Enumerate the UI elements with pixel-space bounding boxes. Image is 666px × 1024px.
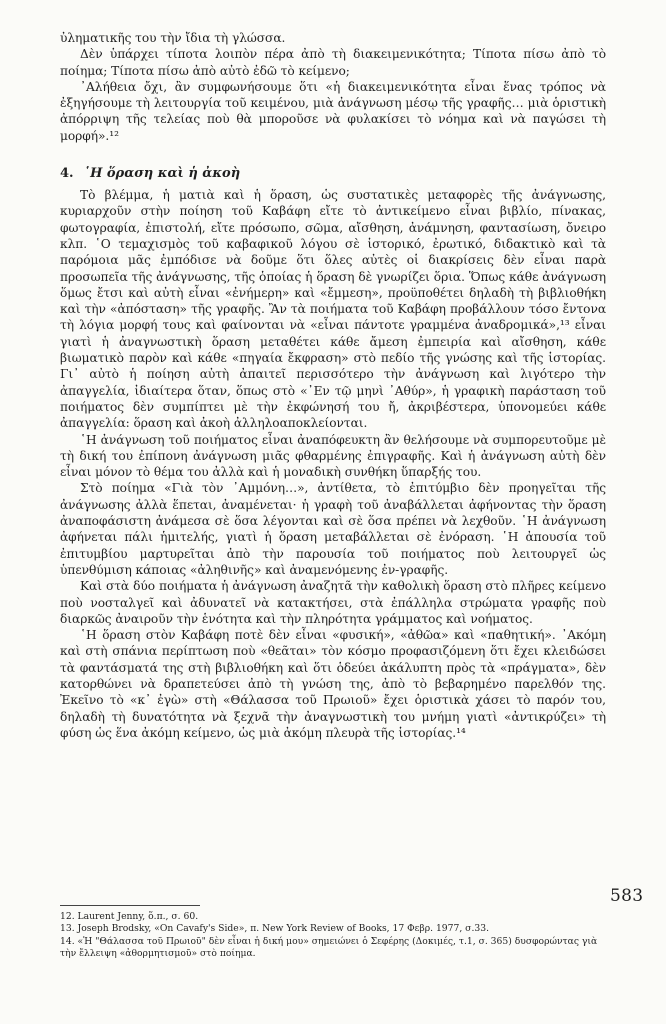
section-heading xyxy=(60,166,606,181)
paragraph: Τὸ βλέμμα, ἡ ματιὰ καὶ ἡ ὅραση, ὡς συστατικὲς μεταφορὲς τῆς ἀνάγνωσης, κυριαρχοῦν στὴν ποίηση τοῦ Καβάφη εἴτε τὸ ἀντικείμενο εἶναι βιβλίο, πίνακας, φωτογραφία, ἐπιστολή, εἴτε πρόσωπο, σῶμα, αἴσθηση, ἀνάμνηση, φαντασίωση, ὄνειρο κλπ. ῾Ο τεμαχισμὸς τοῦ καβαφικοῦ λόγου σὲ ἱστορικό, ἐρωτικό, διδακτικὸ καὶ τὰ παρόμοια μᾶς ἐμπόδισε νὰ δοῦμε ὅτι ὅλες αὐτὲς οἱ διακρίσεις δὲν εἶναι παρὰ προσωπεῖα τῆς ἀνάγνωσης, τῆς ὁποίας ἡ ὅραση δὲ γνωρίζει ὅρια. Ὅπως κάθε ἀνάγνωση ὅμως ἔτσι καὶ αὐτὴ εἶναι «ἐνήμερη» καὶ «ἔμμεση», προϋποθέτει δηλαδὴ τὴ βιβλιοθήκη καὶ τὴν «ἀπόσταση» τῆς γραφῆς. Ἂν τὰ ποιήματα τοῦ Καβάφη προβάλλουν τόσο ἔντονα τὴ λόγια μορφή τους καὶ φαίνονται νὰ «εἶναι πάντοτε γραμμένα ἀναδρομικά»,¹³ εἶναι γιατὶ ἡ ἀναγνωστικὴ ὅραση μεταθέτει κάθε ἄμεση ἐμπειρία καὶ αἴσθηση, κάθε βιωματικὸ παρὸν καὶ κάθε «πηγαία ἔκφραση» στὸ πεδίο τῆς γνώσης καὶ τῆς ἱστορίας. Γι᾽ αὐτὸ ἡ ποίηση αὐτὴ ἀπαιτεῖ περισσότερο τὴν ἀνάγνωση καὶ λιγότερο τὴν ἀπαγγελία, ἰδιαίτερα ὅταν, ὅπως στὸ «᾽Εν τῷ μηνὶ ᾽Αθύρ», ἡ γραφικὴ παράσταση τοῦ ποιήματος δὲν συμπίπτει μὲ τὴν ἐκφώνησή του ἤ, ἀκριβέστερα, ὑπονομεύει κάθε ἀπαγγελία: ὅραση καὶ ἀκοὴ ἀλληλοαποκλείονται. xyxy=(60,188,606,431)
page-body xyxy=(60,30,606,741)
footnote-14: 14. «Ἡ "Θάλασσα τοῦ Πρωιοῦ" δὲν εἶναι ἡ δική μου» σημειώνει ὁ Σεφέρης (Δοκιμές, τ.1, σ. 365) δυσφορώντας γιὰ τὴν ἔλλειψη «ἀθορμητισμοῦ» στὸ ποίημα. xyxy=(60,935,598,960)
section-number: 4. xyxy=(60,166,74,182)
paragraph: Στὸ ποίημα «Γιὰ τὸν ᾽Αμμόνη…», ἀντίθετα, τὸ ἐπιτύμβιο δὲν προηγεῖται τῆς ἀνάγνωσης ἀλλὰ ἕπεται, ἀναμένεται· ἡ γραφὴ τοῦ ἀναβάλλεται ἀφήνοντας τὴν ὅραση ἀναποφάσιστη ἀνάμεσα σὲ ὅσα λέγονται καὶ σὲ ὅσα πρέπει νὰ λεχθοῦν. ῾Η ἀνάγνωση ἀφήνεται πάλι ἡμιτελής, γιατὶ ἡ ὅραση μεταβάλλεται σὲ ἐνόραση. ῾Η ἀπουσία τοῦ ἐπιτυμβίου μαρτυρεῖται ἀπὸ τὴν παρουσία τοῦ ποιήματος ποὺ λειτουργεῖ ὡς ὑπενθύμιση κάποιας «ἀληθινῆς» καὶ ἀναμενόμενης ἐν-γραφῆς. xyxy=(60,481,606,577)
footnote-divider xyxy=(60,905,200,906)
footnote-12: 12. Laurent Jenny, ὅ.π., σ. 60. xyxy=(60,911,199,922)
paragraph: Δὲν ὑπάρχει τίποτα λοιπὸν πέρα ἀπὸ τὴ διακειμενικότητα; Τίποτα πίσω ἀπὸ τὸ ποίημα; Τίποτα πίσω ἀπὸ αὐτὸ ἐδῶ τὸ κείμενο; xyxy=(60,47,606,78)
page-number: 583 xyxy=(610,886,644,906)
paragraph: ῾Η ἀνάγνωση τοῦ ποιήματος εἶναι ἀναπόφευκτη ἂν θελήσουμε νὰ συμπορευτοῦμε μὲ τὴ δική του ἐπίπονη ἀνάγνωση μιᾶς φθαρμένης ἐπιγραφῆς. Καὶ ἡ ἀνάγνωση αὐτὴ δὲν εἶναι μόνον τὸ θέμα του ἀλλὰ καὶ ἡ μοναδικὴ συνθήκη ὕπαρξής του. xyxy=(60,432,606,480)
section-title: ῾Η ὅραση καὶ ἡ ἀκοὴ xyxy=(83,166,241,182)
paragraph: Καὶ στὰ δύο ποιήματα ἡ ἀνάγνωση ἀναζητᾶ τὴν καθολικὴ ὅραση στὸ πλῆρες κείμενο ποὺ νοσταλγεῖ καὶ ἀδυνατεῖ νὰ κατακτήσει, στὰ ἐπάλληλα στρώματα γραφῆς ποὺ διαρκῶς ἀναιροῦν τὴν ἑνότητα καὶ τὴν πληρότητα γράμματος καὶ νοήματος. xyxy=(60,579,606,626)
paragraph: ᾽Αλήθεια ὄχι, ἂν συμφωνήσουμε ὅτι «ἡ διακειμενικότητα εἶναι ἕνας τρόπος νὰ ἐξηγήσουμε τὴ λειτουργία τοῦ κειμένου, μιὰ ἀνάγνωση μέσῳ τῆς γραφῆς… μιὰ ὁριστικὴ ἀπόρριψη τῆς τελείας ποὺ θὰ μποροῦσε νὰ φυλακίσει τὸ νόημα καὶ νὰ παγώσει τὴ μορφή».¹² xyxy=(60,79,606,143)
paragraph: ῾Η ὅραση στὸν Καβάφη ποτὲ δὲν εἶναι «φυσική», «ἀθῶα» καὶ «παθητική». ᾽Ακόμη καὶ στὴ σπάνια περίπτωση ποὺ «θεᾶται» τὸν κόσμο προφασιζόμενη ὅτι ἔχει κλειδώσει τὰ φαντάσματά της στὴ βιβλιοθήκη καὶ ὅτι ὁδεύει ἀκάλυπτη πρὸς τὰ «πράγματα», δὲν κατορθώνει νὰ δραπετεύσει ἀπὸ τὴ γνώση της, ἀπὸ τὸ βεβαρημένο παρελθόν της. Ἐκεῖνο τὸ «κ᾽ ἐγὼ» στὴ «Θάλασσα τοῦ Πρωιοῦ» ἔχει ὁριστικὰ χάσει τὸ παρόν του, δηλαδὴ τὴ δυνατότητα νὰ ξεχνᾶ τὴν ἀναγνωστικὴ του μνήμη γιατὶ «ἀντικρύζει» τὴ φύση ὡς ἕνα ἀκόμη κείμενο, ὡς μιὰ ἀκόμη πλευρὰ τῆς ἱστορίας.¹⁴ xyxy=(60,628,606,740)
paragraph-continuation: ὐληματικῆς του τὴν ἴδια τὴ γλώσσα. xyxy=(60,31,286,45)
footnotes xyxy=(60,911,606,961)
footnote-13: 13. Joseph Brodsky, «On Cavafy's Side», π. New York Review of Books, 17 Φεβρ. 1977, σ.33. xyxy=(60,923,489,935)
